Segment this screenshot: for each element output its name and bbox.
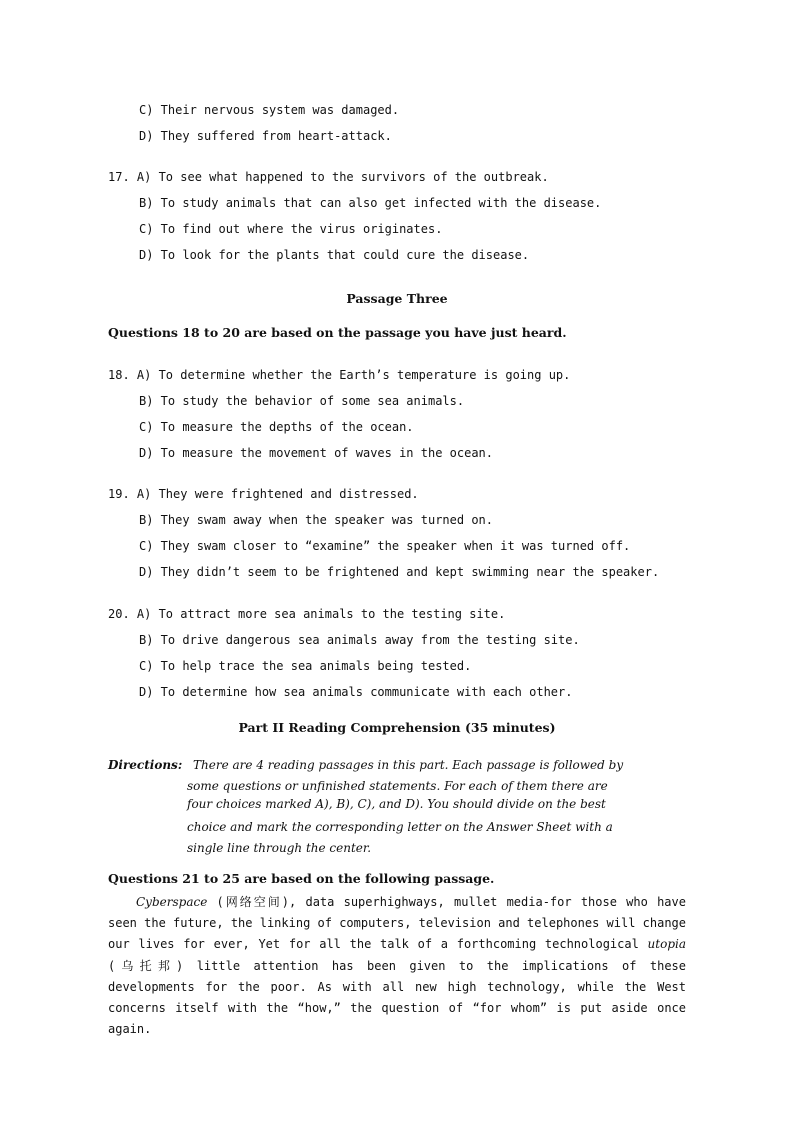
- q18-option-b: B) To study the behavior of some sea animals.: [139, 394, 465, 408]
- reading-passage: [108, 892, 686, 1040]
- gloss-cyberspace: (网络空间),: [216, 895, 297, 909]
- q18-option-a: 18. A) To determine whether the Earth’s temperature is going up.: [108, 368, 571, 382]
- q19-option-a: 19. A) They were frightened and distressed.: [108, 487, 419, 501]
- q17-option-a: 17. A) To see what happened to the survivors of the outbreak.: [108, 170, 549, 184]
- q18-option-d: D) To measure the movement of waves in the ocean.: [139, 446, 494, 460]
- part2-title: Part II Reading Comprehension (35 minutes): [238, 720, 556, 735]
- term-utopia: utopia: [647, 937, 686, 952]
- questions-21-25-header: Questions 21 to 25 are based on the following passage.: [108, 871, 495, 886]
- q19-option-b: B) They swam away when the speaker was turned on.: [139, 513, 494, 527]
- passage-text-1: data superhighways, mullet media-for those who have seen the future, the linking of computers, television and telephones will change our lives for ever, Yet for all the talk of a forthcoming technological: [108, 895, 686, 952]
- questions-18-20-header: Questions 18 to 20 are based on the passage you have just heard.: [108, 325, 567, 340]
- q20-option-a: 20. A) To attract more sea animals to the testing site.: [108, 607, 506, 621]
- gloss-utopia: (乌托邦): [108, 958, 184, 973]
- directions-line-4: choice and mark the corresponding letter on the Answer Sheet with a: [187, 820, 613, 834]
- q20-option-c: C) To help trace the sea animals being tested.: [139, 659, 472, 673]
- directions-line-3: four choices marked A), B), C), and D). You should divide on the best: [187, 797, 606, 811]
- q17-option-b: B) To study animals that can also get infected with the disease.: [139, 196, 602, 210]
- term-cyberspace: Cyberspace: [136, 895, 208, 909]
- directions-line-5: single line through the center.: [187, 841, 372, 855]
- q16-option-d: D) They suffered from heart-attack.: [139, 129, 392, 143]
- q19-option-c: C) They swam closer to “examine” the speaker when it was turned off.: [139, 539, 631, 553]
- directions-line-2: some questions or unfinished statements. For each of them there are: [187, 779, 608, 793]
- passage-three-title: Passage Three: [346, 291, 448, 306]
- q20-option-b: B) To drive dangerous sea animals away from the testing site.: [139, 633, 580, 647]
- q17-option-d: D) To look for the plants that could cure the disease.: [139, 248, 530, 262]
- q19-option-d: D) They didn’t seem to be frightened and kept swimming near the speaker.: [139, 565, 660, 579]
- q17-option-c: C) To find out where the virus originates.: [139, 222, 443, 236]
- passage-text-2: little attention has been given to the implications of these developments for the poor. As with all new high technology, while the West concerns itself with the “how,” the question of “for whom” is put aside once again.: [108, 958, 686, 1037]
- q20-option-d: D) To determine how sea animals communicate with each other.: [139, 685, 573, 699]
- q18-option-c: C) To measure the depths of the ocean.: [139, 420, 414, 434]
- q16-option-c: C) Their nervous system was damaged.: [139, 103, 400, 117]
- directions-line-1: There are 4 reading passages in this part. Each passage is followed by: [193, 758, 624, 772]
- directions-label: Directions:: [108, 758, 183, 772]
